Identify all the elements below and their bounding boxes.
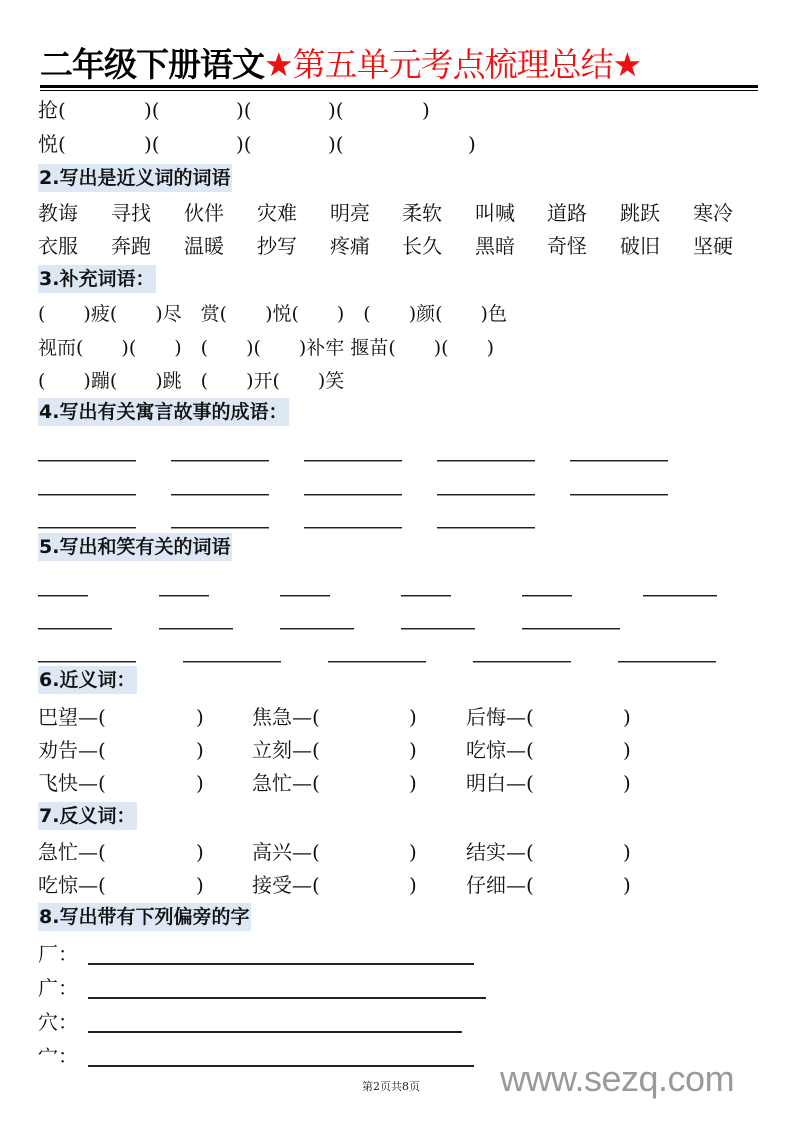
star-icon: ★ [612,45,642,84]
close-paren: ) [196,705,204,729]
section-heading-laugh-words: 5.写出和笑有关的词语 [38,533,232,561]
section-heading-antonyms: 7.反义词： [38,802,137,830]
answer-blank[interactable] [171,527,269,529]
word: 柔软 [402,201,442,225]
answer-blank[interactable] [38,628,112,630]
antonym-prompt: 结实—( [466,840,534,864]
title-grade: 二年级下册语文 [40,45,264,84]
word: 奔跑 [111,234,151,258]
synonym-prompt: 劝告—( [38,738,106,762]
blank-paren: )( [328,132,344,156]
radical-label: 广： [38,976,78,1000]
answer-line[interactable] [88,997,486,999]
answer-blank[interactable] [401,628,475,630]
title-rule-thick [40,85,758,88]
word: 抄写 [257,234,297,258]
blank-paren: ) [422,98,430,122]
blank-paren: ( [58,98,66,122]
close-paren: ) [196,771,204,795]
word: 黑暗 [475,234,515,258]
close-paren: ) [623,771,631,795]
answer-blank[interactable] [437,494,535,496]
section-heading-radicals: 8.写出带有下列偏旁的字 [38,903,251,931]
close-paren: ) [409,771,417,795]
fill-line: ( )蹦( )跳 ( )开( )笑 [38,370,345,392]
section-heading-fable-idioms: 4.写出有关寓言故事的成语： [38,398,289,426]
answer-blank[interactable] [171,460,269,462]
word: 破旧 [620,234,660,258]
answer-blank[interactable] [159,595,209,597]
radical-label: 宀： [38,1044,78,1068]
word: 伙伴 [184,201,224,225]
section-heading-fill-words: 3.补充词语： [38,265,156,293]
polyphone-char: 抢 [38,98,58,122]
synonym-prompt: 后悔—( [466,705,534,729]
answer-blank[interactable] [38,527,136,529]
close-paren: ) [196,840,204,864]
answer-blank[interactable] [473,661,571,663]
synonym-prompt: 立刻—( [252,738,320,762]
word: 明亮 [330,201,370,225]
blank-paren: ) [468,132,476,156]
answer-blank[interactable] [304,494,402,496]
answer-blank[interactable] [618,661,716,663]
answer-blank[interactable] [38,460,136,462]
word: 叫喊 [475,201,515,225]
answer-blank[interactable] [643,595,717,597]
close-paren: ) [196,738,204,762]
answer-blank[interactable] [159,628,233,630]
answer-line[interactable] [88,963,474,965]
radical-label: 厂： [38,942,78,966]
section-heading-near-synonyms: 6.近义词： [38,666,137,694]
word: 寒冷 [693,201,733,225]
word: 坚硬 [693,234,733,258]
answer-blank[interactable] [171,494,269,496]
synonym-prompt: 急忙—( [252,771,320,795]
answer-blank[interactable] [280,628,354,630]
blank-paren: )( [144,98,160,122]
antonym-prompt: 仔细—( [466,873,534,897]
answer-blank[interactable] [570,494,668,496]
close-paren: ) [623,738,631,762]
title-unit: 第五单元考点梳理总结 [292,45,613,84]
word: 疼痛 [330,234,370,258]
close-paren: ) [409,738,417,762]
close-paren: ) [409,705,417,729]
answer-blank[interactable] [304,460,402,462]
answer-line[interactable] [88,1031,462,1033]
synonym-prompt: 焦急—( [252,705,320,729]
blank-paren: )( [236,132,252,156]
answer-blank[interactable] [437,527,535,529]
fill-line: ( )疲( )尽 赏( )悦( ) ( )颜( )色 [38,303,507,325]
answer-line[interactable] [88,1065,474,1067]
answer-blank[interactable] [570,460,668,462]
word: 长久 [402,234,442,258]
blank-paren: )( [144,132,160,156]
antonym-prompt: 吃惊—( [38,873,106,897]
synonym-prompt: 明白—( [466,771,534,795]
close-paren: ) [196,873,204,897]
star-icon: ★ [264,45,293,84]
section-heading-synonyms: 2.写出是近义词的词语 [38,164,232,192]
fill-line: 视而( )( ) ( )( )补牢 揠苗( )( ) [38,337,494,359]
close-paren: ) [623,873,631,897]
antonym-prompt: 接受—( [252,873,320,897]
antonym-prompt: 高兴—( [252,840,320,864]
title-rule-thin [40,90,758,91]
word: 寻找 [111,201,151,225]
radical-label: 穴： [38,1010,78,1034]
answer-blank[interactable] [401,595,451,597]
answer-blank[interactable] [304,527,402,529]
answer-blank[interactable] [38,494,136,496]
word: 跳跃 [620,201,660,225]
blank-paren: )( [328,98,344,122]
page-number: 第2页共8页 [362,1080,420,1093]
word: 温暖 [184,234,224,258]
answer-blank[interactable] [437,460,535,462]
close-paren: ) [623,840,631,864]
page-title [40,44,760,86]
answer-blank[interactable] [38,661,136,663]
synonym-prompt: 飞快—( [38,771,106,795]
word: 道路 [547,201,587,225]
answer-blank[interactable] [183,661,281,663]
answer-blank[interactable] [522,628,620,630]
close-paren: ) [623,705,631,729]
blank-paren: ( [58,132,66,156]
synonym-prompt: 吃惊—( [466,738,534,762]
close-paren: ) [409,873,417,897]
word: 衣服 [38,234,78,258]
word: 教诲 [38,201,78,225]
antonym-prompt: 急忙—( [38,840,106,864]
polyphone-char: 悦 [38,132,58,156]
synonym-prompt: 巴望—( [38,705,106,729]
watermark: www.sezq.com [500,1058,735,1099]
answer-blank[interactable] [522,595,572,597]
word: 奇怪 [547,234,587,258]
close-paren: ) [409,840,417,864]
answer-blank[interactable] [328,661,426,663]
blank-paren: )( [236,98,252,122]
answer-blank[interactable] [38,595,88,597]
answer-blank[interactable] [280,595,330,597]
word: 灾难 [257,201,297,225]
